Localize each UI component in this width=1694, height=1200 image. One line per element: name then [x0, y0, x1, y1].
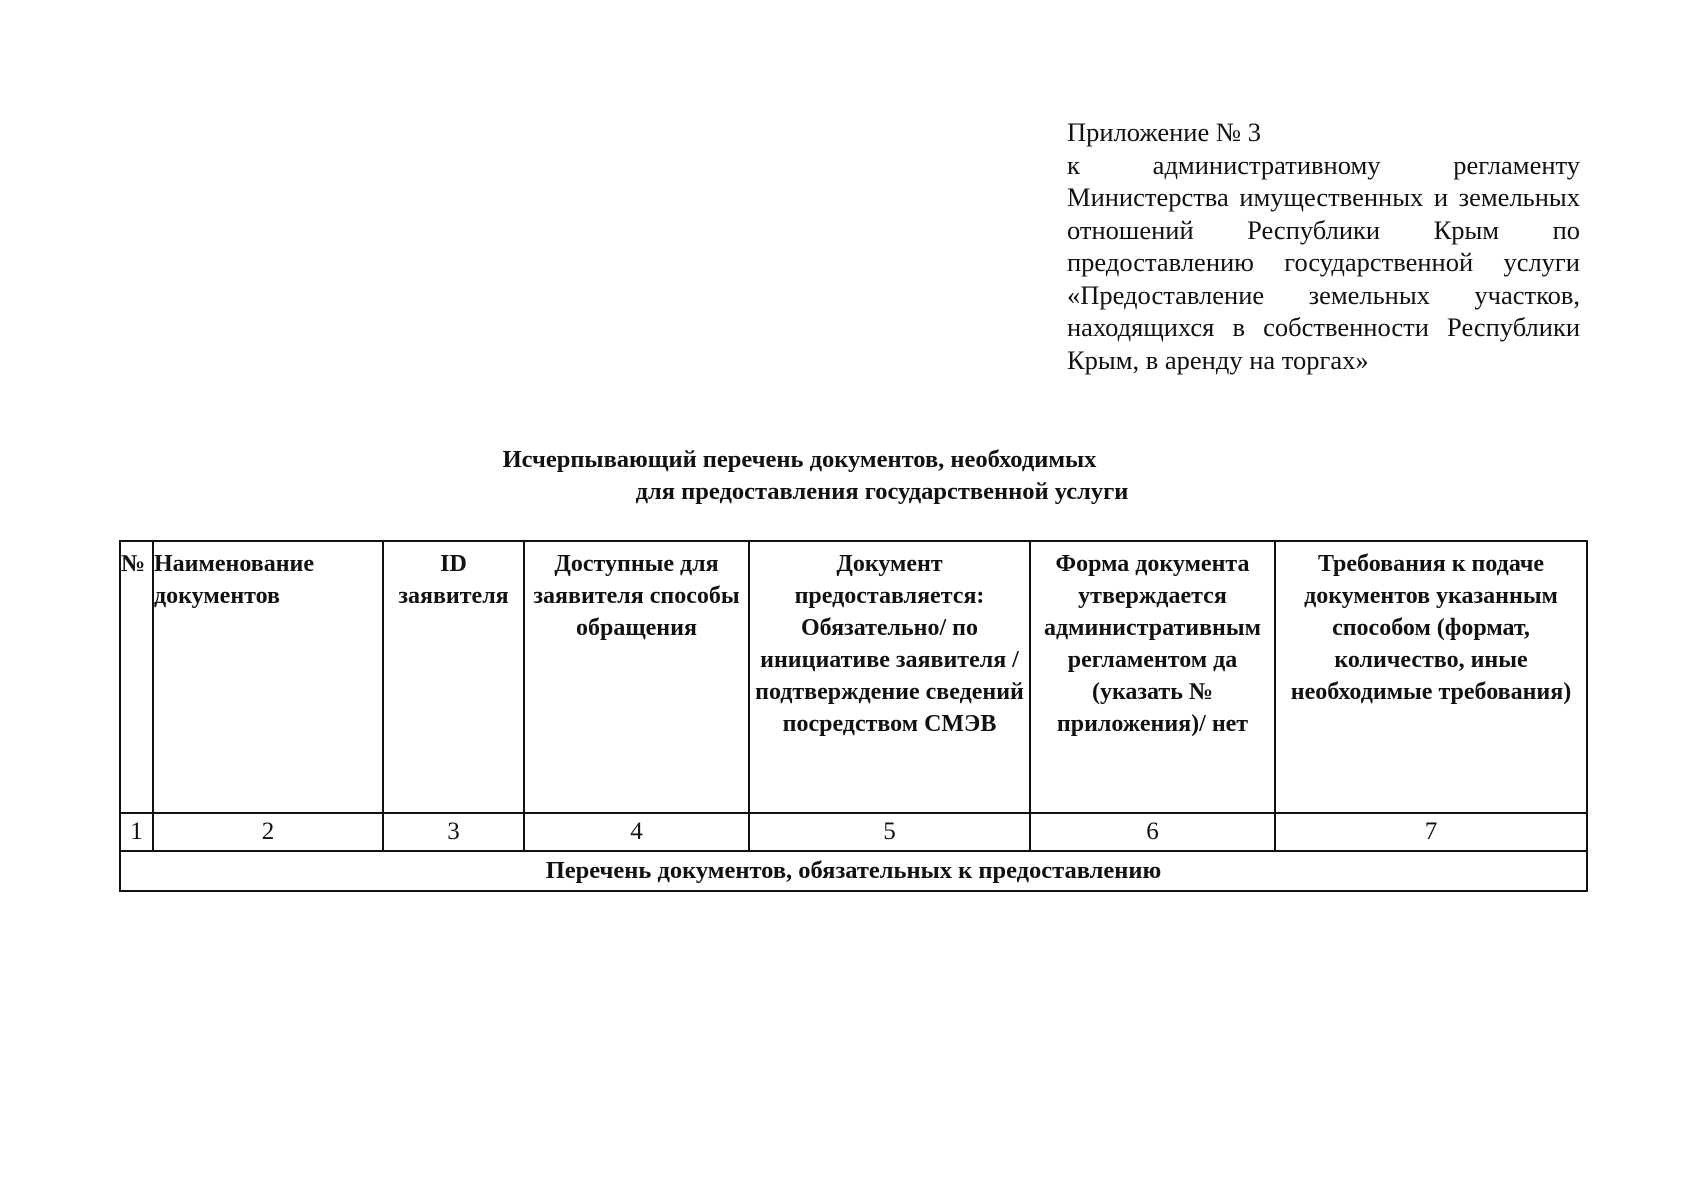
document-title-line-1: Исчерпывающий перечень документов, необходимых [502, 446, 1097, 473]
document-title [300, 444, 1464, 508]
appendix-number: Приложение № 3 [1067, 117, 1262, 147]
column-number-cell: 5 [749, 813, 1030, 851]
column-number-cell: 3 [383, 813, 524, 851]
appendix-block [1067, 116, 1580, 376]
section-title: Перечень документов, обязательных к предоставлению [120, 851, 1587, 891]
column-number-cell: 7 [1275, 813, 1587, 851]
header-cell-submission-methods: Доступные для заявителя способы обращения [524, 541, 749, 813]
header-cell-number: № [120, 541, 153, 813]
column-number-cell: 4 [524, 813, 749, 851]
header-cell-requirements: Требования к подаче документов указанным способом (формат, количество, иные необходимые требования) [1275, 541, 1587, 813]
header-cell-document-name: Наименование документов [153, 541, 383, 813]
column-number-cell: 2 [153, 813, 383, 851]
column-number-cell: 1 [120, 813, 153, 851]
table-header-row [120, 541, 1587, 813]
header-cell-applicant-id: ID заявителя [383, 541, 524, 813]
appendix-text: к административному регламенту Министерства имущественных и земельных отношений Республики Крым по предоставлению государственной услуги «Предоставление земельных участков, находящихся в собственности Республики Крым, в аренду на торгах» [1067, 149, 1580, 375]
documents-table [119, 540, 1588, 892]
section-row [120, 851, 1587, 891]
column-numbers-row [120, 813, 1587, 851]
header-cell-provision-type: Документ предоставляется: Обязательно/ по инициативе заявителя /подтверждение сведений посредством СМЭВ [749, 541, 1030, 813]
document-title-line-2: для предоставления государственной услуги [635, 478, 1129, 505]
column-number-cell: 6 [1030, 813, 1275, 851]
header-cell-document-form: Форма документа утверждается административным регламентом да (указать № приложения)/ нет [1030, 541, 1275, 813]
